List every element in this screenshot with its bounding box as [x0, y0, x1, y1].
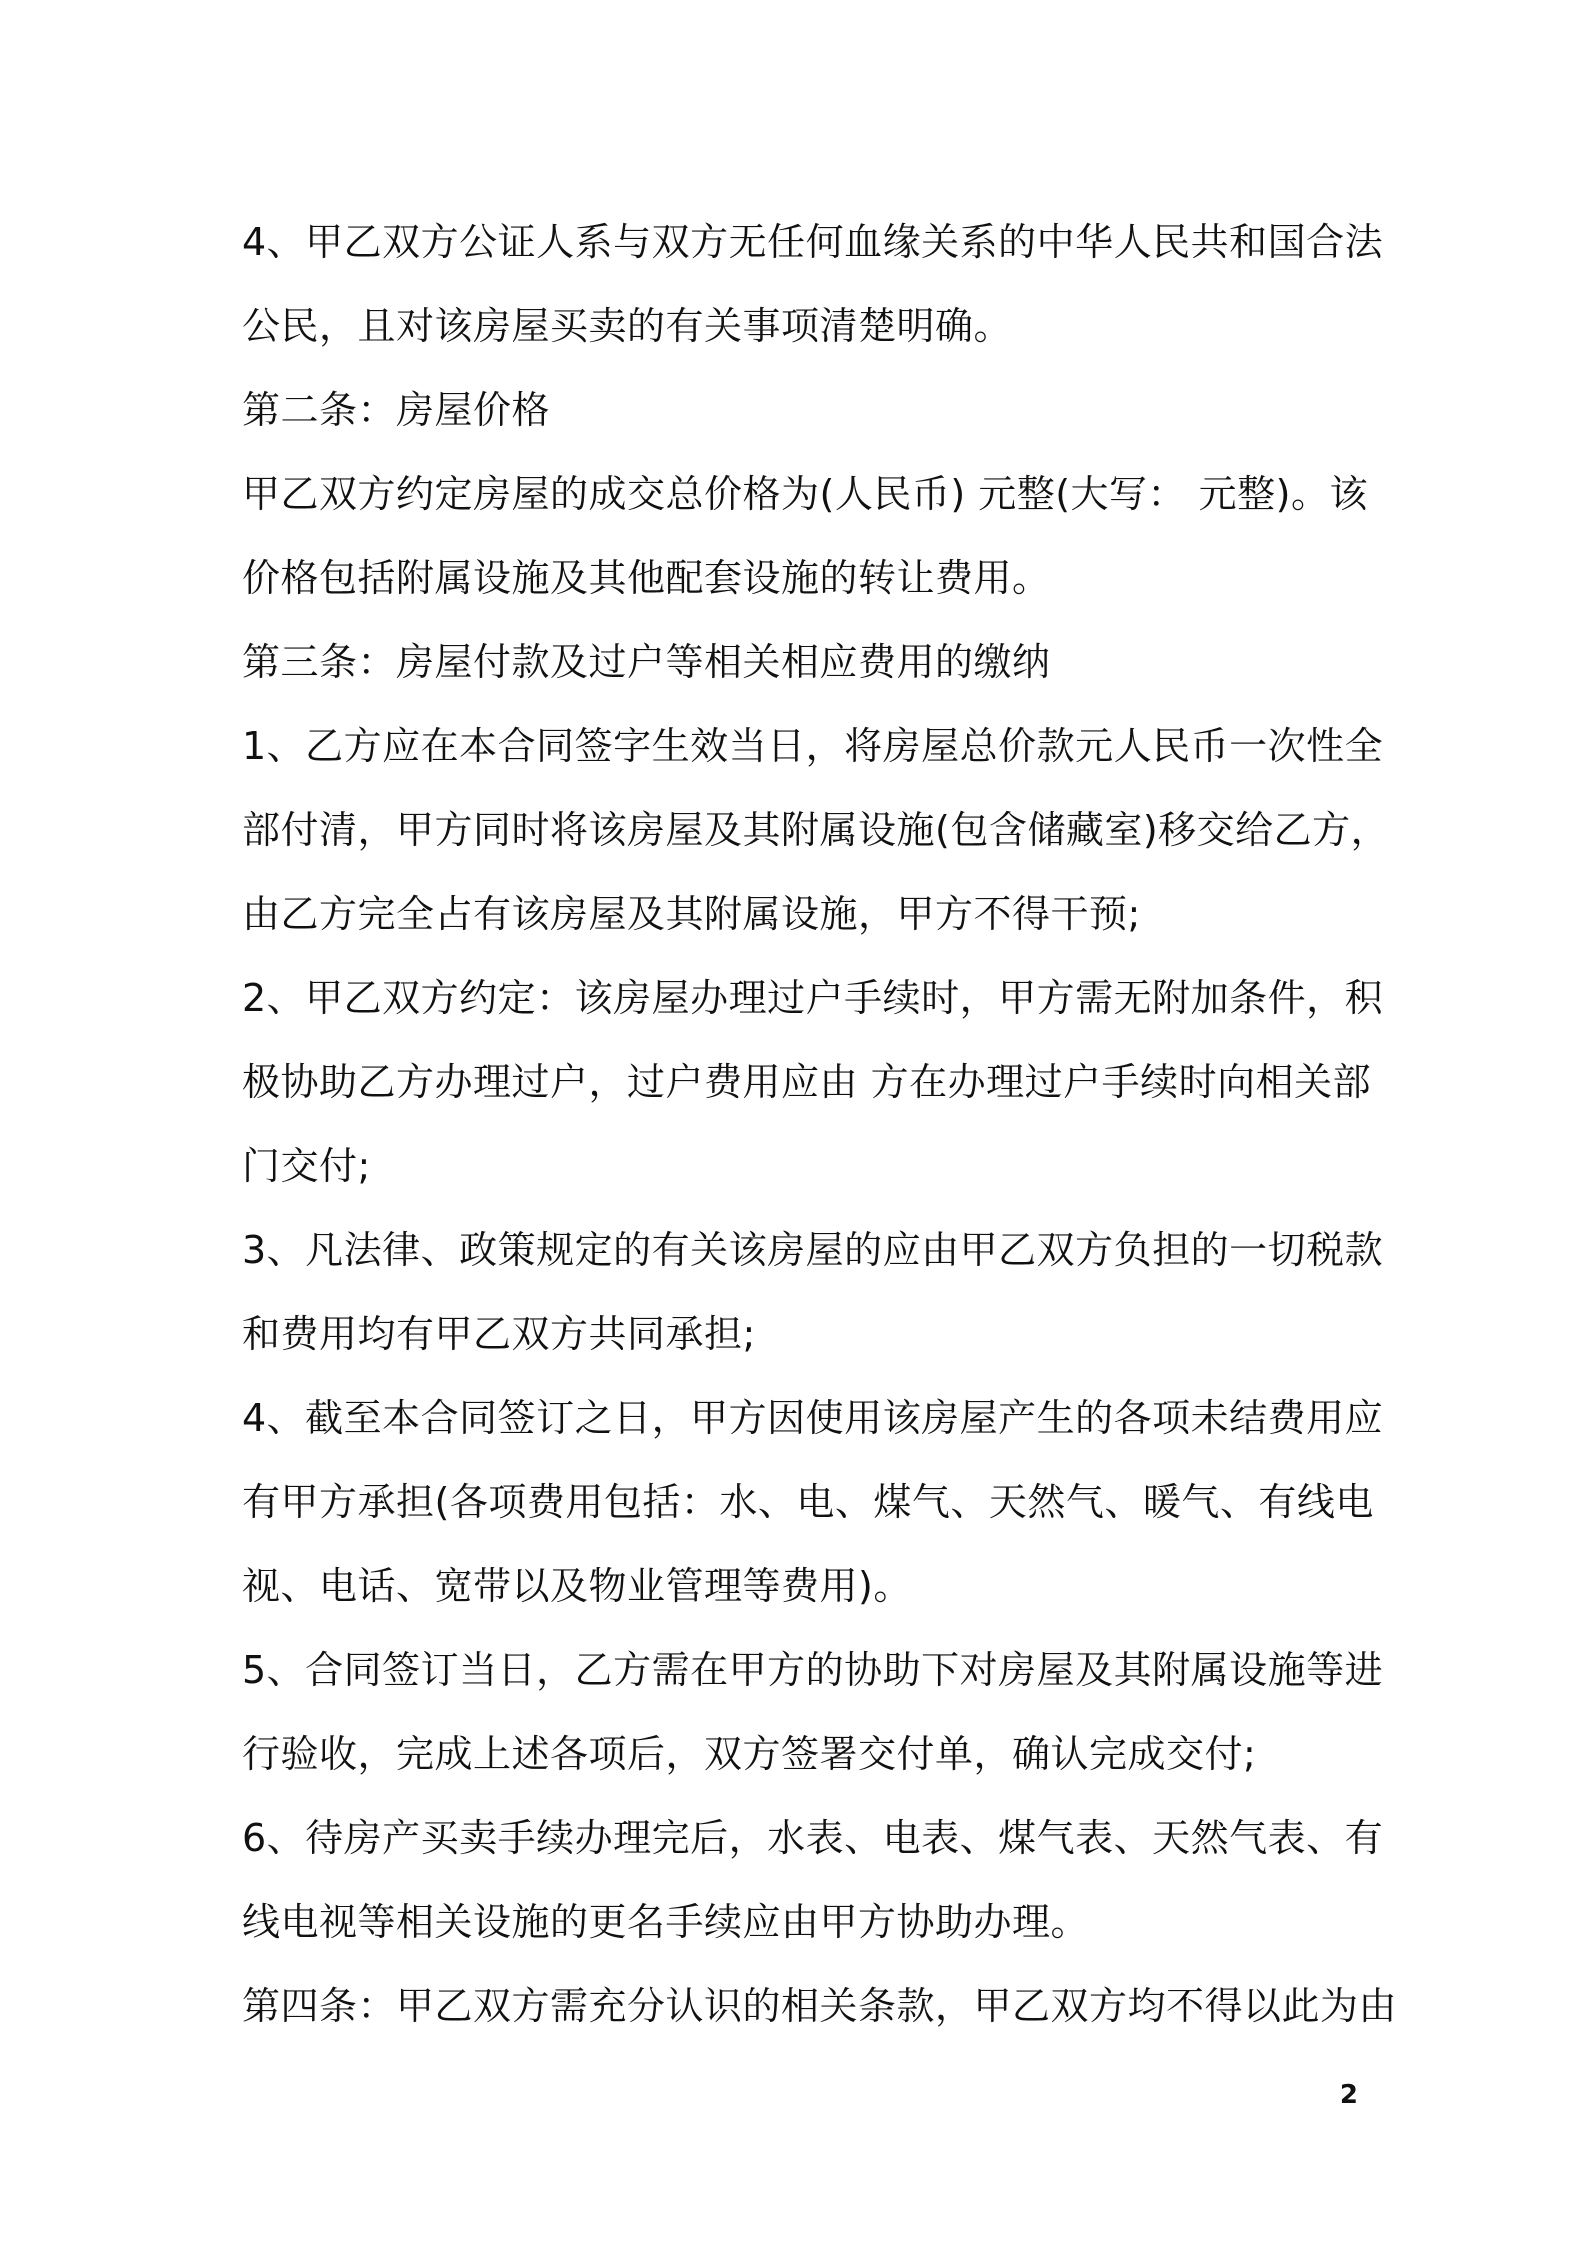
text-line: 4、甲乙双方公证人系与双方无任何血缘关系的中华人民共和国合法 [242, 220, 1384, 264]
text-line: 甲乙双方约定房屋的成交总价格为(人民币) 元整(大写： 元整)。该 [242, 472, 1368, 516]
text-line: 1、乙方应在本合同签字生效当日，将房屋总价款元人民币一次性全 [242, 724, 1384, 768]
page-number: 2 [1339, 2080, 1358, 2110]
text-line: 6、待房产买卖手续办理完后，水表、电表、煤气表、天然气表、有 [242, 1816, 1384, 1860]
text-line: 价格包括附属设施及其他配套设施的转让费用。 [242, 556, 1051, 600]
text-line: 视、电话、宽带以及物业管理等费用)。 [242, 1564, 912, 1608]
text-line: 门交付; [242, 1144, 371, 1188]
text-line: 有甲方承担(各项费用包括：水、电、煤气、天然气、暖气、有线电 [242, 1480, 1374, 1524]
text-line: 行验收，完成上述各项后，双方签署交付单，确认完成交付; [242, 1732, 1257, 1776]
text-line: 极协助乙方办理过户，过户费用应由 方在办理过户手续时向相关部 [242, 1060, 1372, 1104]
section-heading: 第三条：房屋付款及过户等相关相应费用的缴纳 [242, 640, 1051, 684]
section-heading: 第二条：房屋价格 [242, 388, 551, 432]
document-body [242, 200, 1398, 2048]
text-line: 公民，且对该房屋买卖的有关事项清楚明确。 [242, 304, 1013, 348]
text-line: 和费用均有甲乙双方共同承担; [242, 1312, 756, 1356]
text-line: 部付清，甲方同时将该房屋及其附属设施(包含储藏室)移交给乙方， [242, 808, 1390, 852]
text-line: 4、截至本合同签订之日，甲方因使用该房屋产生的各项未结费用应 [242, 1396, 1384, 1440]
text-line: 2、甲乙双方约定：该房屋办理过户手续时，甲方需无附加条件，积 [242, 976, 1384, 1020]
text-line: 3、凡法律、政策规定的有关该房屋的应由甲乙双方负担的一切税款 [242, 1228, 1384, 1272]
text-line: 线电视等相关设施的更名手续应由甲方协助办理。 [242, 1900, 1090, 1944]
text-line: 5、合同签订当日，乙方需在甲方的协助下对房屋及其附属设施等进 [242, 1648, 1384, 1692]
section-heading: 第四条：甲乙双方需充分认识的相关条款，甲乙双方均不得以此为由 [242, 1984, 1398, 2028]
text-line: 由乙方完全占有该房屋及其附属设施，甲方不得干预; [242, 892, 1141, 936]
